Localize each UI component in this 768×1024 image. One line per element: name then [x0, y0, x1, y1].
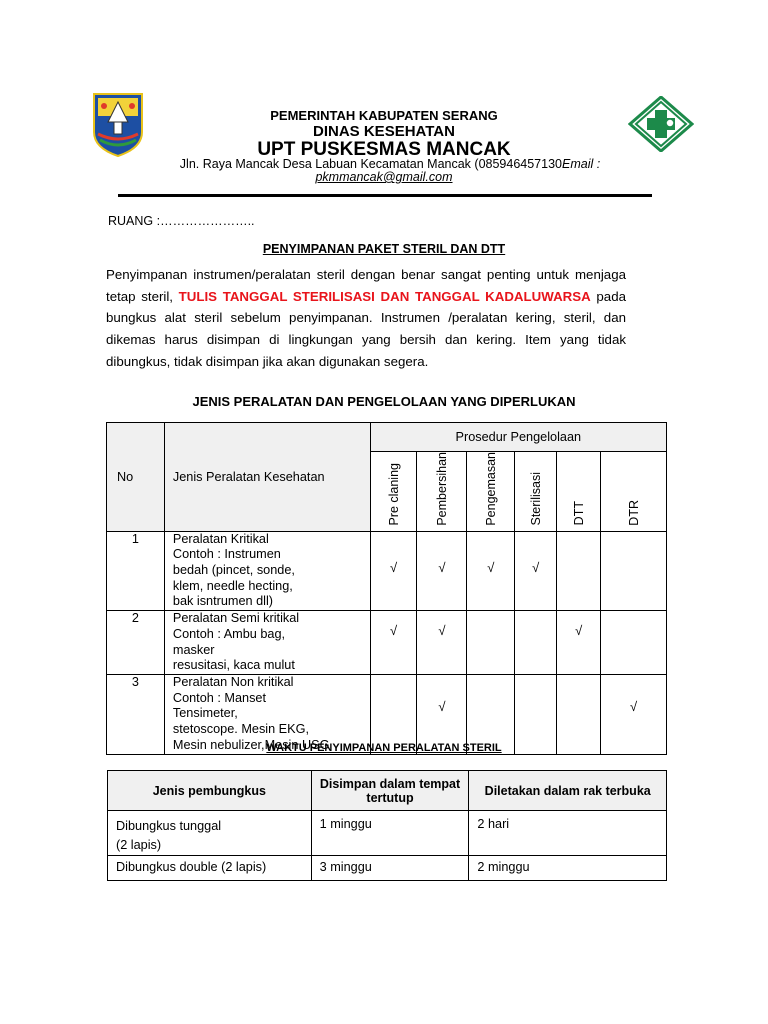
empty-cell [467, 611, 515, 675]
col-header-jenis: Jenis Peralatan Kesehatan [164, 423, 370, 532]
subcol-pembersihan: Pembersihan [417, 452, 467, 532]
cell-tertutup: 3 minggu [311, 856, 469, 881]
check-cell: √ [467, 531, 515, 611]
row-no: 3 [107, 675, 165, 755]
col-header-prosedur: Prosedur Pengelolaan [370, 423, 666, 452]
header-government: PEMERINTAH KABUPATEN SERANG [270, 108, 498, 123]
check-cell: √ [515, 531, 557, 611]
subcol-pengemasan: Pengemasan [467, 452, 515, 532]
check-cell: √ [557, 611, 601, 675]
row-jenis: Peralatan Semi kritikal Contoh : Ambu bag, masker resusitasi, kaca mulut [164, 611, 370, 675]
subcol-sterilisasi: Sterilisasi [515, 452, 557, 532]
email-label: Email : [562, 157, 601, 171]
empty-cell [601, 611, 667, 675]
col-header-no: No [107, 423, 165, 532]
subcol-pre-cleaning: Pre claning [370, 452, 417, 532]
table-row [107, 531, 667, 611]
row-no: 2 [107, 611, 165, 675]
table1-title: JENIS PERALATAN DAN PENGELOLAAN YANG DIPERLUKAN [192, 394, 576, 409]
check-cell: √ [417, 611, 467, 675]
table2-title: WAKTU PENYIMPANAN PERALATAN STERIL [266, 742, 502, 754]
check-cell: √ [370, 531, 417, 611]
ruang-field: RUANG :………………….. [108, 214, 255, 228]
address-text: Jln. Raya Mancak Desa Labuan Kecamatan Mancak (085946457130 [179, 157, 562, 171]
empty-cell [601, 531, 667, 611]
col-header-terbuka: Diletakan dalam rak terbuka [469, 771, 667, 811]
subcol-dtt: DTT [557, 452, 601, 532]
header-department: DINAS KESEHATAN [313, 123, 455, 140]
empty-cell [557, 531, 601, 611]
col-header-pembungkus: Jenis pembungkus [108, 771, 312, 811]
check-cell: √ [601, 675, 667, 755]
paragraph-part2: pada bungkus alat steril sebelum penyimpanan. Instrumen /peralatan kering, steril, dan dikemas harus disimpan di lingkungan yang bersih dan kering. Item yang tidak dibungkus, tidak disimpan jika akan digunakan segera. [106, 288, 626, 369]
cell-terbuka: 2 hari [469, 811, 667, 856]
equipment-table [106, 422, 667, 755]
check-cell: √ [417, 531, 467, 611]
check-cell: √ [417, 675, 467, 755]
subcol-dtr: DTR [601, 452, 667, 532]
header-divider [118, 194, 652, 197]
row-jenis: Peralatan Non kritikal Contoh : Manset Tensimeter, stetoscope. Mesin EKG, Mesin nebulizer,Mesin USG [164, 675, 370, 755]
cell-terbuka: 2 minggu [469, 856, 667, 881]
paragraph-part1: Penyimpanan instrumen/peralatan steril dengan benar sangat penting untuk menjaga tetap steril, [106, 267, 626, 304]
storage-table [107, 770, 667, 881]
cell-pembungkus: Dibungkus double (2 lapis) [108, 856, 312, 881]
header-institution: UPT PUSKESMAS MANCAK [257, 139, 511, 160]
table-row [108, 856, 667, 881]
header-email: pkmmancak@gmail.com [315, 170, 453, 184]
paragraph-highlight: TULIS TANGGAL STERILISASI DAN TANGGAL KADALUWARSA [178, 288, 591, 304]
row-no: 1 [107, 531, 165, 611]
row-jenis: Peralatan Kritikal Contoh : Instrumen bedah (pincet, sonde, klem, needle hecting, bak isntrumen dll) [164, 531, 370, 611]
cell-pembungkus: Dibungkus tunggal (2 lapis) [108, 811, 312, 856]
empty-cell [515, 611, 557, 675]
check-cell: √ [370, 611, 417, 675]
header-address [130, 157, 650, 171]
cell-tertutup: 1 minggu [311, 811, 469, 856]
intro-paragraph [106, 264, 626, 373]
table-row [107, 611, 667, 675]
col-header-tertutup: Disimpan dalam tempat tertutup [311, 771, 469, 811]
section-title: PENYIMPANAN PAKET STERIL DAN DTT [262, 242, 506, 256]
table-row [108, 811, 667, 856]
